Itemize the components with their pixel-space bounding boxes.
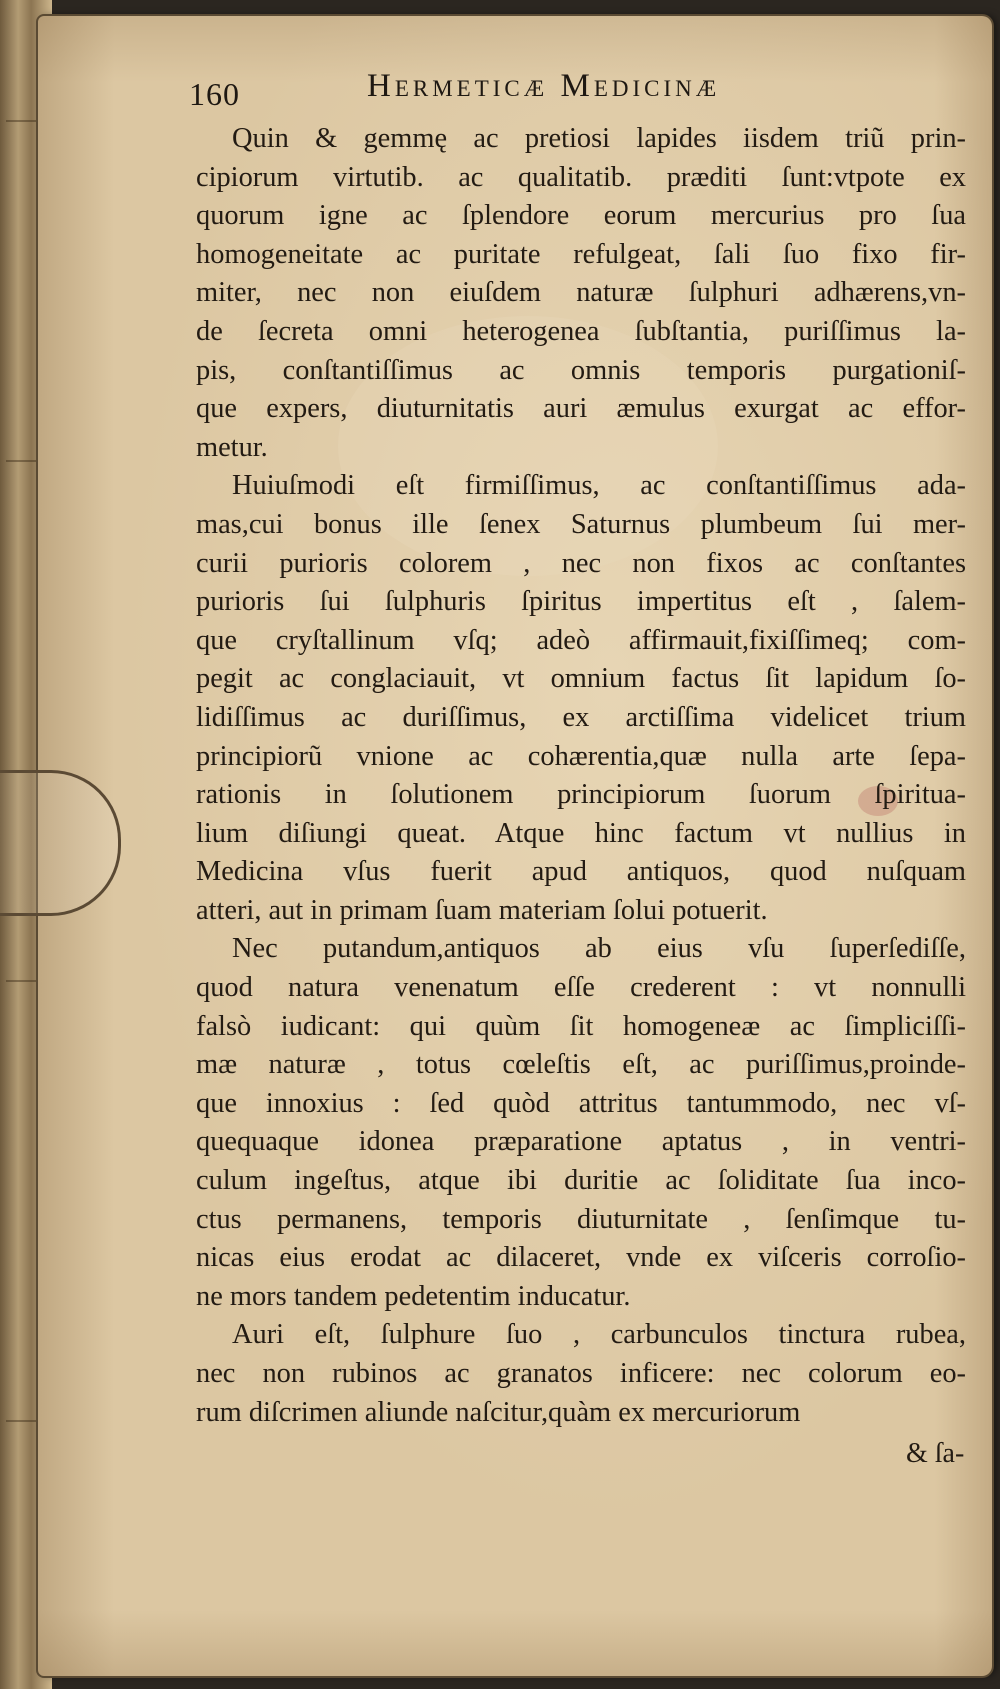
text-line: Quin & gemmę ac pretiosi lapides iisdem triũ prin- — [232, 123, 966, 154]
text-line: rationis in ſolutionem principiorum ſuorum ſpiritua- — [196, 779, 966, 811]
text-line: de ſecreta omni heterogenea ſubſtantia, puriſſimus la- — [196, 315, 966, 347]
text-line: que innoxius : ſed quòd attritus tantummodo, nec vſ- — [196, 1087, 966, 1119]
text-line: purioris ſui ſulphuris ſpiritus impertitus eſt , ſalem- — [196, 586, 966, 618]
text-line: culum ingeſtus, atque ibi duritie ac ſoliditate ſua inco- — [196, 1165, 966, 1197]
text-line: nec non rubinos ac granatos inficere: nec colorum eo- — [196, 1358, 966, 1389]
text-line: cipiorum virtutib. ac qualitatib. præditi ſunt:vtpote ex — [196, 161, 966, 193]
text-line: pegit ac conglaciauit, vt omnium factus ſit lapidum ſo- — [196, 663, 966, 695]
text-line: homogeneitate ac puritate refulgeat, ſali ſuo fixo fir- — [196, 238, 966, 270]
text-line: Medicina vſus fuerit apud antiquos, quod nuſquam — [196, 856, 966, 888]
text-line: atteri, aut in primam ſuam materiam ſolui potuerit. — [196, 894, 768, 926]
text-line: ne mors tandem pedetentim inducatur. — [196, 1280, 631, 1312]
paragraph — [196, 120, 966, 467]
text-line: quequaque idonea præparatione aptatus , in ventri- — [196, 1126, 966, 1158]
text-line: miter, nec non eiuſdem naturæ ſulphuri adhærens,vn- — [196, 277, 966, 309]
body-text — [196, 120, 966, 1432]
text-line: Huiuſmodi eſt firmiſſimus, ac conſtantiſſimus ada- — [232, 470, 966, 502]
text-line: quorum igne ac ſplendore eorum mercurius pro ſua — [196, 200, 966, 232]
text-line: metur. — [196, 431, 268, 463]
text-line: nicas eius erodat ac dilaceret, vnde ex viſceris corroſio- — [196, 1242, 966, 1274]
text-line: mas,cui bonus ille ſenex Saturnus plumbeum ſui mer- — [196, 508, 966, 540]
page-number: 160 — [189, 76, 240, 112]
text-line: rum diſcrimen aliunde naſcitur,quàm ex mercuriorum — [196, 1396, 801, 1428]
text-line: Auri eſt, ſulphure ſuo , carbunculos tinctura rubea, — [232, 1319, 966, 1351]
running-head: Hermeticæ Medicinæ — [367, 68, 721, 104]
text-line: Nec putandum,antiquos ab eius vſu ſuperſediſſe, — [232, 933, 966, 965]
text-line: principiorũ vnione ac cohærentia,quæ nulla arte ſepa- — [196, 740, 966, 772]
text-line: que expers, diuturnitatis auri æmulus exurgat ac effor- — [196, 393, 966, 425]
text-line: que cryſtallinum vſq; adeò affirmauit,fixiſſimeq; com- — [196, 624, 966, 656]
page-header — [189, 62, 949, 112]
text-line: lium diſiungi queat. Atque hinc factum vt nullius in — [196, 817, 966, 849]
text-line: lidiſſimus ac duriſſimus, ex arctiſſima videlicet trium — [196, 701, 966, 733]
text-line: pis, conſtantiſſimus ac omnis temporis purgationiſ- — [196, 354, 966, 386]
paragraph — [196, 930, 966, 1316]
text-line: mæ naturæ , totus cœleſtis eſt, ac puriſſimus,proinde- — [196, 1049, 966, 1081]
text-line: curii purioris colorem , nec non fixos ac conſtantes — [196, 547, 966, 579]
catchword: & ſa- — [906, 1438, 965, 1469]
text-line: falsò iudicant: qui quùm ſit homogeneæ ac ſimpliciſſi- — [196, 1010, 966, 1042]
paragraph — [196, 1316, 966, 1432]
text-line: quod natura venenatum eſſe crederent : vt nonnulli — [196, 972, 966, 1004]
text-line: ctus permanens, temporis diuturnitate , ſenſimque tu- — [196, 1203, 966, 1235]
paragraph — [196, 467, 966, 930]
